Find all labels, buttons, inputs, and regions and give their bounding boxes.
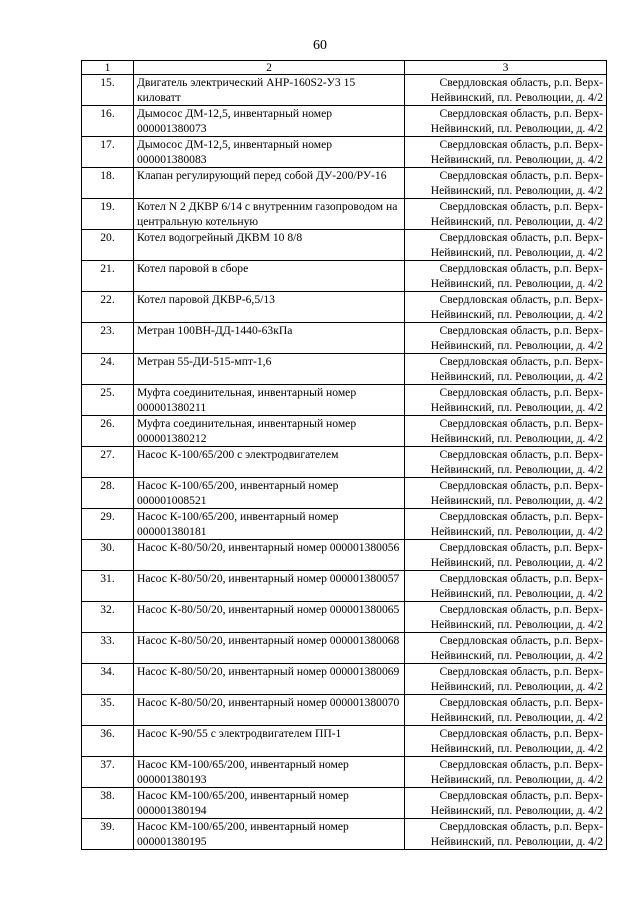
address-line-2: Нейвинский, пл. Революции, д. 4/2 xyxy=(430,432,603,445)
table-row xyxy=(82,633,607,664)
address-line-1: Свердловская область, р.п. Верх- xyxy=(439,76,603,89)
address-line-2: Нейвинский, пл. Революции, д. 4/2 xyxy=(430,153,603,166)
row-number: 29. xyxy=(82,509,134,540)
table-row xyxy=(82,788,607,819)
item-name: Насос К-80/50/20, инвентарный номер 000001380057 xyxy=(134,571,405,602)
table-row xyxy=(82,385,607,416)
address-line-2: Нейвинский, пл. Революции, д. 4/2 xyxy=(430,649,603,662)
row-number: 37. xyxy=(82,757,134,788)
item-address xyxy=(405,354,607,385)
item-name: Насос КМ-100/65/200, инвентарный номер 000001380195 xyxy=(134,819,405,850)
item-address xyxy=(405,695,607,726)
table-row xyxy=(82,137,607,168)
address-line-1: Свердловская область, р.п. Верх- xyxy=(439,169,603,182)
address-line-2: Нейвинский, пл. Революции, д. 4/2 xyxy=(430,494,603,507)
address-line-1: Свердловская область, р.п. Верх- xyxy=(439,727,603,740)
page-number: 60 xyxy=(313,38,327,53)
address-line-1: Свердловская область, р.п. Верх- xyxy=(439,541,603,554)
item-address xyxy=(405,230,607,261)
item-name: Насос К-80/50/20, инвентарный номер 000001380070 xyxy=(134,695,405,726)
item-address xyxy=(405,788,607,819)
table-row xyxy=(82,757,607,788)
table-row xyxy=(82,695,607,726)
item-address xyxy=(405,447,607,478)
address-line-1: Свердловская область, р.п. Верх- xyxy=(439,479,603,492)
address-line-2: Нейвинский, пл. Революции, д. 4/2 xyxy=(430,773,603,786)
address-line-2: Нейвинский, пл. Революции, д. 4/2 xyxy=(430,370,603,383)
address-line-1: Свердловская область, р.п. Верх- xyxy=(439,789,603,802)
table-row xyxy=(82,819,607,850)
item-address xyxy=(405,323,607,354)
address-line-2: Нейвинский, пл. Революции, д. 4/2 xyxy=(430,711,603,724)
item-name: Насос КМ-100/65/200, инвентарный номер 000001380194 xyxy=(134,788,405,819)
address-line-1: Свердловская область, р.п. Верх- xyxy=(439,448,603,461)
item-address xyxy=(405,75,607,106)
row-number: 23. xyxy=(82,323,134,354)
address-line-1: Свердловская область, р.п. Верх- xyxy=(439,634,603,647)
table-row xyxy=(82,168,607,199)
address-line-1: Свердловская область, р.п. Верх- xyxy=(439,820,603,833)
table-row xyxy=(82,261,607,292)
item-address xyxy=(405,292,607,323)
item-address xyxy=(405,633,607,664)
item-name: Котел водогрейный ДКВМ 10 8/8 xyxy=(134,230,405,261)
address-line-1: Свердловская область, р.п. Верх- xyxy=(439,293,603,306)
item-name: Метран 55-ДИ-515-мпт-1,6 xyxy=(134,354,405,385)
item-address xyxy=(405,199,607,230)
row-number: 32. xyxy=(82,602,134,633)
row-number: 26. xyxy=(82,416,134,447)
item-name: Метран 100ВН-ДД-1440-63кПа xyxy=(134,323,405,354)
item-name: Котел N 2 ДКВР 6/14 с внутренним газопроводом на центральную котельную xyxy=(134,199,405,230)
row-number: 38. xyxy=(82,788,134,819)
address-line-1: Свердловская область, р.п. Верх- xyxy=(439,355,603,368)
table-row xyxy=(82,602,607,633)
row-number: 24. xyxy=(82,354,134,385)
address-line-2: Нейвинский, пл. Революции, д. 4/2 xyxy=(430,742,603,755)
item-name: Насос К-80/50/20, инвентарный номер 000001380068 xyxy=(134,633,405,664)
table-row xyxy=(82,199,607,230)
address-line-2: Нейвинский, пл. Революции, д. 4/2 xyxy=(430,556,603,569)
item-name: Насос К-100/65/200 с электродвигателем xyxy=(134,447,405,478)
address-line-2: Нейвинский, пл. Революции, д. 4/2 xyxy=(430,618,603,631)
table-row xyxy=(82,726,607,757)
address-line-1: Свердловская область, р.п. Верх- xyxy=(439,386,603,399)
item-name: Дымосос ДМ-12,5, инвентарный номер 000001380073 xyxy=(134,106,405,137)
item-address xyxy=(405,137,607,168)
row-number: 28. xyxy=(82,478,134,509)
address-line-2: Нейвинский, пл. Революции, д. 4/2 xyxy=(430,680,603,693)
address-line-1: Свердловская область, р.п. Верх- xyxy=(439,417,603,430)
address-line-2: Нейвинский, пл. Революции, д. 4/2 xyxy=(430,804,603,817)
item-address xyxy=(405,478,607,509)
item-address xyxy=(405,168,607,199)
address-line-2: Нейвинский, пл. Революции, д. 4/2 xyxy=(430,401,603,414)
item-name: Клапан регулирующий перед собой ДУ-200/РУ-16 xyxy=(134,168,405,199)
address-line-1: Свердловская область, р.п. Верх- xyxy=(439,510,603,523)
address-line-1: Свердловская область, р.п. Верх- xyxy=(439,138,603,151)
item-name: Насос К-100/65/200, инвентарный номер 000001008521 xyxy=(134,478,405,509)
property-table xyxy=(81,60,607,850)
table-row xyxy=(82,416,607,447)
row-number: 17. xyxy=(82,137,134,168)
item-name: Муфта соединительная, инвентарный номер 000001380211 xyxy=(134,385,405,416)
address-line-2: Нейвинский, пл. Революции, д. 4/2 xyxy=(430,525,603,538)
table-row xyxy=(82,478,607,509)
address-line-1: Свердловская область, р.п. Верх- xyxy=(439,572,603,585)
header-column-number: 1 xyxy=(82,61,134,75)
row-number: 34. xyxy=(82,664,134,695)
address-line-1: Свердловская область, р.п. Верх- xyxy=(439,665,603,678)
row-number: 16. xyxy=(82,106,134,137)
row-number: 31. xyxy=(82,571,134,602)
address-line-2: Нейвинский, пл. Революции, д. 4/2 xyxy=(430,122,603,135)
item-name: Дымосос ДМ-12,5, инвентарный номер 000001380083 xyxy=(134,137,405,168)
item-address xyxy=(405,509,607,540)
row-number: 18. xyxy=(82,168,134,199)
item-address xyxy=(405,664,607,695)
item-name: Насос К-100/65/200, инвентарный номер 000001380181 xyxy=(134,509,405,540)
row-number: 30. xyxy=(82,540,134,571)
item-address xyxy=(405,416,607,447)
table-row xyxy=(82,323,607,354)
row-number: 19. xyxy=(82,199,134,230)
address-line-2: Нейвинский, пл. Революции, д. 4/2 xyxy=(430,835,603,848)
table-row xyxy=(82,447,607,478)
address-line-2: Нейвинский, пл. Революции, д. 4/2 xyxy=(430,308,603,321)
table-header-row xyxy=(82,61,607,75)
item-address xyxy=(405,757,607,788)
item-name: Насос К-80/50/20, инвентарный номер 000001380069 xyxy=(134,664,405,695)
address-line-2: Нейвинский, пл. Революции, д. 4/2 xyxy=(430,91,603,104)
item-address xyxy=(405,261,607,292)
header-column-name: 2 xyxy=(134,61,405,75)
address-line-2: Нейвинский, пл. Революции, д. 4/2 xyxy=(430,184,603,197)
item-name: Насос К-90/55 с электродвигателем ПП-1 xyxy=(134,726,405,757)
address-line-1: Свердловская область, р.п. Верх- xyxy=(439,200,603,213)
item-name: Насос КМ-100/65/200, инвентарный номер 000001380193 xyxy=(134,757,405,788)
row-number: 27. xyxy=(82,447,134,478)
row-number: 22. xyxy=(82,292,134,323)
item-name: Двигатель электрический АНР-160S2-У3 15 киловатт xyxy=(134,75,405,106)
row-number: 36. xyxy=(82,726,134,757)
item-address xyxy=(405,602,607,633)
item-address xyxy=(405,106,607,137)
row-number: 15. xyxy=(82,75,134,106)
table-row xyxy=(82,292,607,323)
address-line-1: Свердловская область, р.п. Верх- xyxy=(439,603,603,616)
item-name: Котел паровой ДКВР-6,5/13 xyxy=(134,292,405,323)
row-number: 39. xyxy=(82,819,134,850)
row-number: 21. xyxy=(82,261,134,292)
table-row xyxy=(82,571,607,602)
item-address xyxy=(405,385,607,416)
table-body xyxy=(82,75,607,850)
table-row xyxy=(82,509,607,540)
row-number: 20. xyxy=(82,230,134,261)
item-address xyxy=(405,726,607,757)
row-number: 35. xyxy=(82,695,134,726)
table-row xyxy=(82,106,607,137)
address-line-2: Нейвинский, пл. Революции, д. 4/2 xyxy=(430,215,603,228)
address-line-2: Нейвинский, пл. Революции, д. 4/2 xyxy=(430,463,603,476)
item-address xyxy=(405,571,607,602)
address-line-1: Свердловская область, р.п. Верх- xyxy=(439,231,603,244)
table-row xyxy=(82,230,607,261)
address-line-1: Свердловская область, р.п. Верх- xyxy=(439,696,603,709)
address-line-2: Нейвинский, пл. Революции, д. 4/2 xyxy=(430,339,603,352)
address-line-1: Свердловская область, р.п. Верх- xyxy=(439,758,603,771)
table-row xyxy=(82,75,607,106)
item-name: Муфта соединительная, инвентарный номер 000001380212 xyxy=(134,416,405,447)
address-line-2: Нейвинский, пл. Революции, д. 4/2 xyxy=(430,246,603,259)
item-address xyxy=(405,540,607,571)
address-line-1: Свердловская область, р.п. Верх- xyxy=(439,107,603,120)
header-column-address: 3 xyxy=(405,61,607,75)
row-number: 33. xyxy=(82,633,134,664)
table-row xyxy=(82,540,607,571)
item-name: Котел паровой в сборе xyxy=(134,261,405,292)
address-line-1: Свердловская область, р.п. Верх- xyxy=(439,324,603,337)
address-line-2: Нейвинский, пл. Революции, д. 4/2 xyxy=(430,277,603,290)
item-name: Насос К-80/50/20, инвентарный номер 000001380056 xyxy=(134,540,405,571)
item-name: Насос К-80/50/20, инвентарный номер 000001380065 xyxy=(134,602,405,633)
address-line-1: Свердловская область, р.п. Верх- xyxy=(439,262,603,275)
row-number: 25. xyxy=(82,385,134,416)
table-row xyxy=(82,354,607,385)
address-line-2: Нейвинский, пл. Революции, д. 4/2 xyxy=(430,587,603,600)
item-address xyxy=(405,819,607,850)
table-row xyxy=(82,664,607,695)
